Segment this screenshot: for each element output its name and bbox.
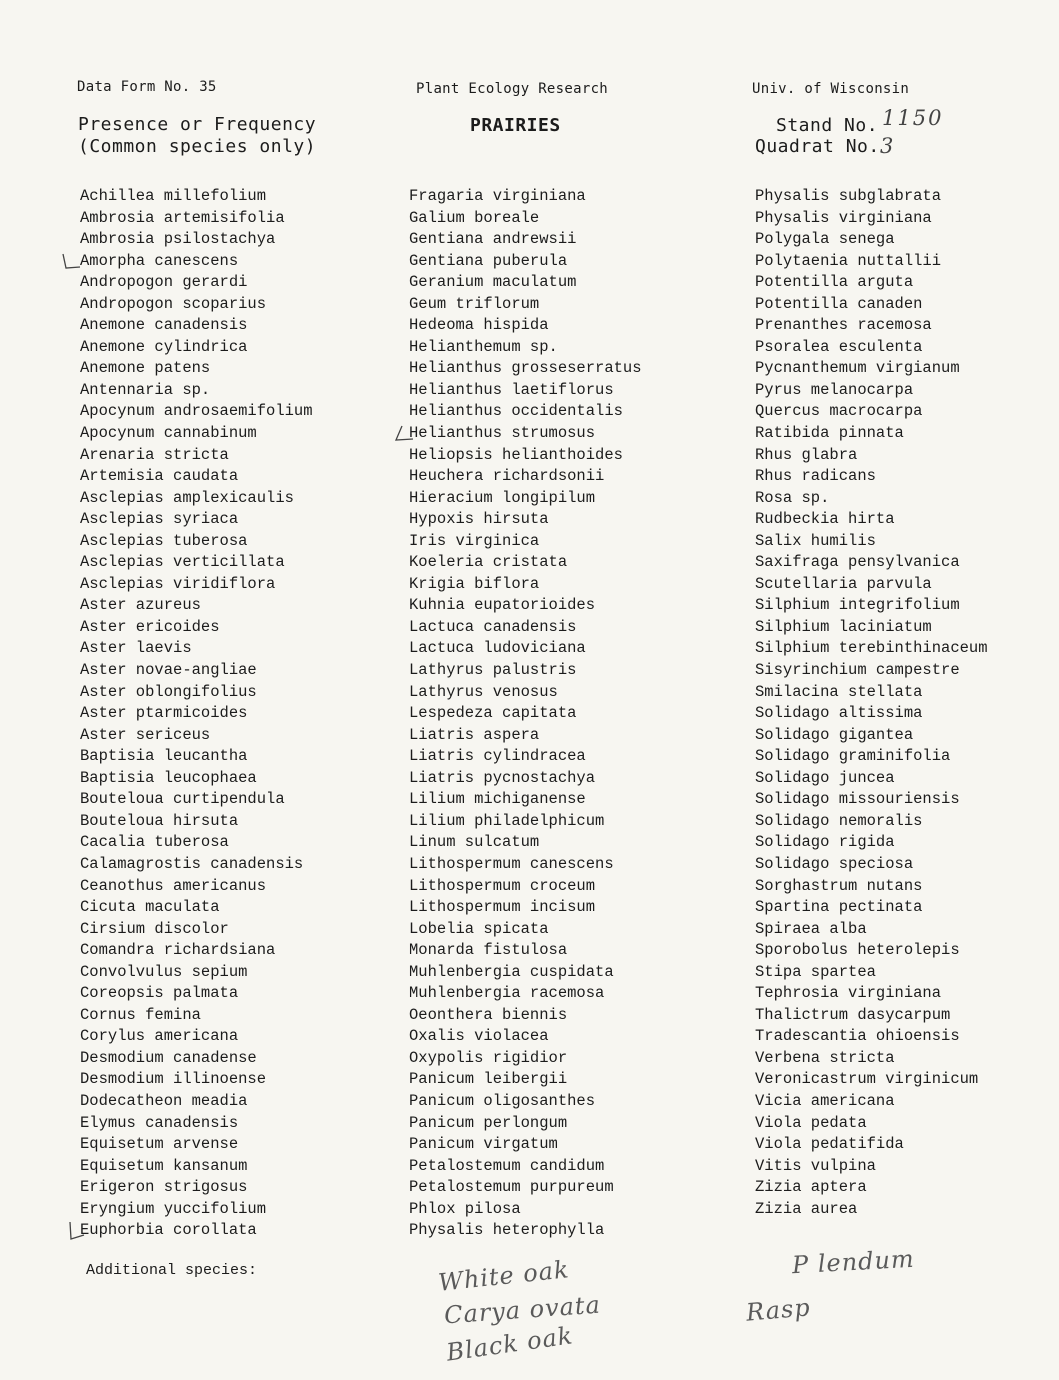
species-item: Ambrosia psilostachya xyxy=(80,230,276,249)
species-item: Galium boreale xyxy=(409,208,540,227)
handwritten-carya-ovata: Carya ovata xyxy=(443,1290,602,1330)
species-item: Fragaria virginiana xyxy=(409,187,586,205)
stand-value: 1150 xyxy=(882,106,944,130)
species-item: Bouteloua hirsuta xyxy=(80,811,239,830)
species-item: Liatris aspera xyxy=(409,725,540,744)
species-item: Stipa spartea xyxy=(755,962,876,981)
species-item: Psoralea esculenta xyxy=(755,337,923,356)
species-item: Lithospermum incisum xyxy=(409,898,596,917)
species-item: Solidago rigida xyxy=(755,833,895,852)
species-item: Apocynum cannabinum xyxy=(80,424,257,443)
species-item: Desmodium canadense xyxy=(80,1048,257,1067)
species-item: Panicum oligosanthes xyxy=(409,1091,596,1110)
species-item: Potentilla canaden xyxy=(755,294,923,313)
species-item: Corylus americana xyxy=(80,1027,239,1046)
species-item: Sisyrinchium campestre xyxy=(755,661,960,680)
species-item: Asclepias amplexicaulis xyxy=(80,488,294,507)
university: Univ. of Wisconsin xyxy=(752,81,910,97)
species-item: Aster oblongifolius xyxy=(80,682,257,701)
species-item: Phlox pilosa xyxy=(409,1199,521,1218)
species-item: Tephrosia virginiana xyxy=(755,984,942,1003)
species-column-3 xyxy=(755,186,988,1220)
species-item: Tradescantia ohioensis xyxy=(755,1027,960,1046)
check-mark-amorpha xyxy=(60,250,82,272)
species-item: Sorghastrum nutans xyxy=(755,876,923,895)
species-item: Monarda fistulosa xyxy=(409,941,568,960)
species-column-1 xyxy=(80,186,313,1242)
species-item: Asclepias tuberosa xyxy=(80,531,248,550)
species-item: Rhus radicans xyxy=(755,467,876,486)
species-item: Kuhnia eupatorioides xyxy=(409,596,596,615)
species-item: Dodecatheon meadia xyxy=(80,1091,248,1110)
species-item: Physalis subglabrata xyxy=(755,187,942,205)
species-item: Aster novae-angliae xyxy=(80,661,257,680)
species-item: Eryngium yuccifolium xyxy=(80,1199,267,1218)
species-item: Iris virginica xyxy=(409,531,540,550)
species-item: Andropogon gerardi xyxy=(80,273,248,292)
species-item: Amorpha canescens xyxy=(80,251,239,270)
species-item: Arenaria stricta xyxy=(80,445,229,464)
species-item: Ceanothus americanus xyxy=(80,876,267,895)
species-item: Gentiana puberula xyxy=(409,251,568,270)
species-item: Asclepias syriaca xyxy=(80,510,239,529)
species-item: Lactuca ludoviciana xyxy=(409,639,586,658)
species-item: Ratibida pinnata xyxy=(755,424,904,443)
species-item: Aster azureus xyxy=(80,596,201,615)
species-item: Lilium philadelphicum xyxy=(409,811,605,830)
species-item: Potentilla arguta xyxy=(755,273,914,292)
species-item: Ambrosia artemisifolia xyxy=(80,208,285,227)
species-item: Helianthemum sp. xyxy=(409,337,558,356)
species-item: Antennaria sp. xyxy=(80,380,211,399)
species-item: Salix humilis xyxy=(755,531,876,550)
species-item: Andropogon scoparius xyxy=(80,294,267,313)
species-item: Panicum leibergii xyxy=(409,1070,568,1089)
additional-species-label: Additional species: xyxy=(86,1262,258,1279)
species-item: Vitis vulpina xyxy=(755,1156,876,1175)
species-item: Solidago gigantea xyxy=(755,725,914,744)
species-item: Lathyrus venosus xyxy=(409,682,558,701)
species-item: Baptisia leucophaea xyxy=(80,768,257,787)
quadrat-value: 3 xyxy=(880,134,896,158)
species-item: Artemisia caudata xyxy=(80,467,239,486)
species-item: Cirsium discolor xyxy=(80,919,229,938)
species-column-2 xyxy=(409,186,642,1242)
species-item: Heliopsis helianthoides xyxy=(409,445,623,464)
species-item: Viola pedatifida xyxy=(755,1135,904,1154)
species-item: Krigia biflora xyxy=(409,574,540,593)
species-item: Spiraea alba xyxy=(755,919,867,938)
species-item: Baptisia leucantha xyxy=(80,747,248,766)
species-item: Aster ptarmicoides xyxy=(80,704,248,723)
species-item: Rudbeckia hirta xyxy=(755,510,895,529)
species-item: Coreopsis palmata xyxy=(80,984,239,1003)
species-item: Helianthus strumosus xyxy=(409,424,596,443)
handwritten-black-oak: Black oak xyxy=(444,1321,575,1367)
species-item: Asclepias verticillata xyxy=(80,553,285,572)
species-item: Silphium terebinthinaceum xyxy=(755,639,988,658)
species-item: Solidago speciosa xyxy=(755,854,914,873)
species-item: Koeleria cristata xyxy=(409,553,568,572)
species-item: Liatris cylindracea xyxy=(409,747,586,766)
species-item: Cornus femina xyxy=(80,1005,201,1024)
species-item: Polygala senega xyxy=(755,230,895,249)
species-item: Heuchera richardsonii xyxy=(409,467,605,486)
species-item: Aster laevis xyxy=(80,639,192,658)
species-item: Lespedeza capitata xyxy=(409,704,577,723)
species-item: Helianthus laetiflorus xyxy=(409,380,614,399)
species-item: Equisetum arvense xyxy=(80,1135,239,1154)
species-item: Anemone cylindrica xyxy=(80,337,248,356)
species-item: Cacalia tuberosa xyxy=(80,833,229,852)
species-item: Thalictrum dasycarpum xyxy=(755,1005,951,1024)
form-title-line-2: (Common species only) xyxy=(78,136,317,157)
species-item: Aster ericoides xyxy=(80,617,220,636)
species-item: Pycnanthemum virgianum xyxy=(755,359,960,378)
species-item: Rosa sp. xyxy=(755,488,830,507)
species-item: Apocynum androsaemifolium xyxy=(80,402,313,421)
species-item: Lactuca canadensis xyxy=(409,617,577,636)
form-title-line-1: Presence or Frequency xyxy=(78,114,317,135)
species-item: Achillea millefolium xyxy=(80,187,267,205)
species-item: Oxypolis rigidior xyxy=(409,1048,568,1067)
species-item: Cicuta maculata xyxy=(80,898,220,917)
species-item: Panicum perlongum xyxy=(409,1113,568,1132)
species-item: Geum triflorum xyxy=(409,294,540,313)
species-item: Pyrus melanocarpa xyxy=(755,380,914,399)
species-item: Erigeron strigosus xyxy=(80,1178,248,1197)
species-item: Anemone canadensis xyxy=(80,316,248,335)
species-item: Hypoxis hirsuta xyxy=(409,510,549,529)
species-item: Scutellaria parvula xyxy=(755,574,932,593)
species-item: Petalostemum purpureum xyxy=(409,1178,614,1197)
stand-label: Stand No. xyxy=(776,115,879,136)
species-item: Hieracium longipilum xyxy=(409,488,596,507)
species-item: Vicia americana xyxy=(755,1091,895,1110)
species-item: Lithospermum croceum xyxy=(409,876,596,895)
handwritten-rasp: Rasp xyxy=(744,1293,812,1327)
species-item: Aster sericeus xyxy=(80,725,211,744)
species-item: Solidago altissima xyxy=(755,704,923,723)
species-item: Desmodium illinoense xyxy=(80,1070,267,1089)
species-item: Spartina pectinata xyxy=(755,898,923,917)
species-item: Zizia aptera xyxy=(755,1178,867,1197)
species-item: Asclepias viridiflora xyxy=(80,574,276,593)
species-item: Quercus macrocarpa xyxy=(755,402,923,421)
handwritten-white-oak: White oak xyxy=(436,1255,571,1297)
species-item: Oxalis violacea xyxy=(409,1027,549,1046)
species-item: Solidago missouriensis xyxy=(755,790,960,809)
species-item: Euphorbia corollata xyxy=(80,1221,257,1240)
handwritten-plendum: P lendum xyxy=(791,1244,916,1280)
organization: Plant Ecology Research xyxy=(416,81,609,97)
species-item: Liatris pycnostachya xyxy=(409,768,596,787)
species-item: Oeonthera biennis xyxy=(409,1005,568,1024)
center-title: PRAIRIES xyxy=(470,115,561,136)
species-item: Saxifraga pensylvanica xyxy=(755,553,960,572)
species-item: Lobelia spicata xyxy=(409,919,549,938)
species-item: Polytaenia nuttallii xyxy=(755,251,942,270)
species-item: Viola pedata xyxy=(755,1113,867,1132)
species-item: Lathyrus palustris xyxy=(409,661,577,680)
species-item: Solidago nemoralis xyxy=(755,811,923,830)
species-item: Veronicastrum virginicum xyxy=(755,1070,979,1089)
species-item: Geranium maculatum xyxy=(409,273,577,292)
form-number: Data Form No. 35 xyxy=(77,79,217,95)
species-item: Elymus canadensis xyxy=(80,1113,239,1132)
species-item: Gentiana andrewsii xyxy=(409,230,577,249)
species-item: Bouteloua curtipendula xyxy=(80,790,285,809)
species-item: Linum sulcatum xyxy=(409,833,540,852)
species-item: Zizia aurea xyxy=(755,1199,858,1218)
species-item: Anemone patens xyxy=(80,359,211,378)
species-item: Hedeoma hispida xyxy=(409,316,549,335)
species-item: Sporobolus heterolepis xyxy=(755,941,960,960)
check-mark-euphorbia xyxy=(64,1219,86,1243)
species-item: Helianthus occidentalis xyxy=(409,402,623,421)
species-item: Petalostemum candidum xyxy=(409,1156,605,1175)
species-item: Calamagrostis canadensis xyxy=(80,854,304,873)
species-item: Lithospermum canescens xyxy=(409,854,614,873)
species-item: Smilacina stellata xyxy=(755,682,923,701)
species-item: Convolvulus sepium xyxy=(80,962,248,981)
species-item: Rhus glabra xyxy=(755,445,858,464)
species-item: Panicum virgatum xyxy=(409,1135,558,1154)
check-mark-helianthus-strumosus xyxy=(393,423,415,445)
species-item: Equisetum kansanum xyxy=(80,1156,248,1175)
species-item: Comandra richardsiana xyxy=(80,941,276,960)
species-item: Verbena stricta xyxy=(755,1048,895,1067)
species-item: Muhlenbergia cuspidata xyxy=(409,962,614,981)
species-item: Helianthus grosseserratus xyxy=(409,359,642,378)
species-item: Lilium michiganense xyxy=(409,790,586,809)
species-item: Muhlenbergia racemosa xyxy=(409,984,605,1003)
species-item: Solidago juncea xyxy=(755,768,895,787)
species-item: Physalis heterophylla xyxy=(409,1221,605,1240)
species-item: Physalis virginiana xyxy=(755,208,932,227)
species-item: Silphium integrifolium xyxy=(755,596,960,615)
quadrat-label: Quadrat No. xyxy=(755,136,880,157)
species-item: Silphium laciniatum xyxy=(755,617,932,636)
species-item: Prenanthes racemosa xyxy=(755,316,932,335)
species-item: Solidago graminifolia xyxy=(755,747,951,766)
